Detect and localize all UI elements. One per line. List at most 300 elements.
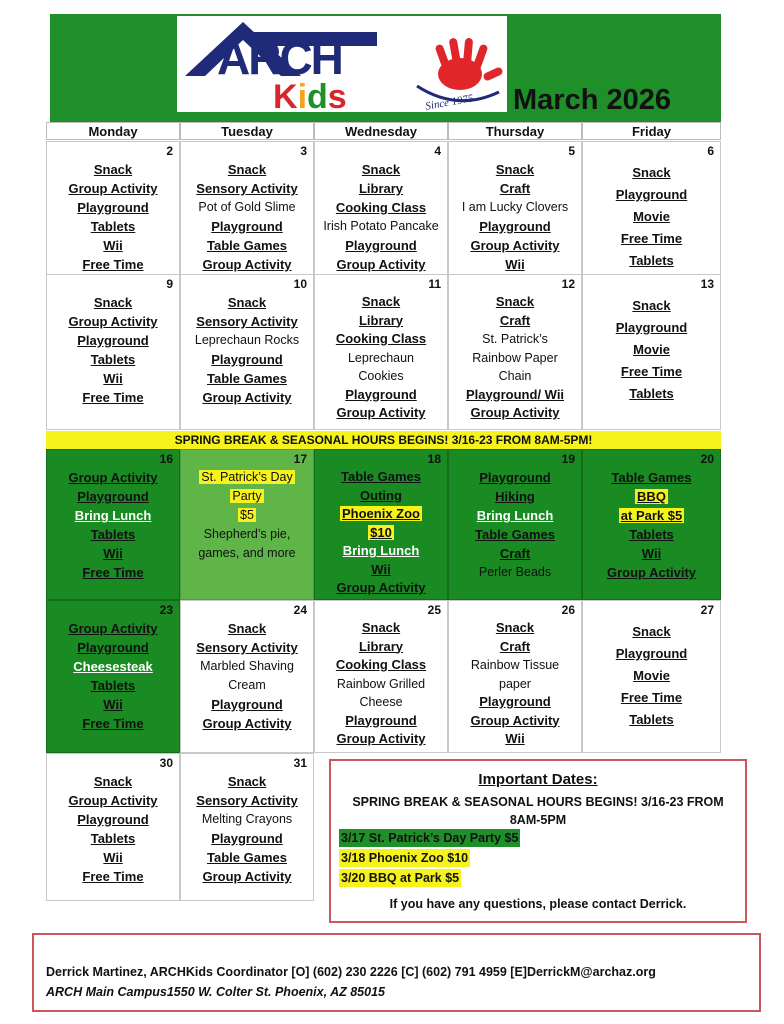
activity-list (315, 160, 447, 274)
day-number: 24 (293, 603, 307, 617)
activity-item: Group Activity (68, 621, 158, 636)
activity-row (343, 542, 420, 561)
activity-row (82, 867, 143, 886)
day-header-tuesday: Tuesday (180, 122, 314, 140)
activity-row (337, 675, 425, 694)
activity-row (336, 198, 426, 217)
activity-item: Free Time (620, 364, 683, 379)
activity-row (505, 730, 524, 749)
activity-row (68, 179, 157, 198)
activity-item: Table Games (207, 238, 287, 253)
activity-item: Table Games (341, 469, 421, 484)
day-number: 9 (166, 277, 173, 291)
activity-row (362, 293, 400, 312)
activity-row (91, 829, 136, 848)
day-number: 25 (427, 603, 441, 617)
activity-row (340, 505, 422, 524)
activity-item: Playground (77, 489, 149, 504)
activity-item: Playground (211, 831, 283, 846)
activity-item: Rainbow Paper (472, 350, 558, 365)
activity-item: Craft (499, 181, 531, 196)
activity-item: Playground (615, 320, 688, 335)
activity-row (500, 638, 530, 657)
campus-address: ARCH Main Campus1550 W. Colter St. Phoenix, AZ 85015 (46, 985, 385, 999)
activity-row (359, 638, 403, 657)
activity-item: Outing (360, 487, 402, 503)
activity-item: Library (358, 638, 404, 654)
activity-item: Sensory Activity (196, 314, 298, 329)
activity-item: Tablets (90, 352, 136, 367)
activity-row (359, 693, 402, 712)
activity-list (449, 619, 581, 749)
activity-row (91, 350, 136, 369)
activity-item: Free Time (82, 390, 144, 405)
activity-row (470, 712, 559, 731)
day-cell (180, 449, 314, 600)
activity-item: Table Games (207, 371, 287, 386)
day-number: 23 (159, 603, 173, 617)
activity-row (323, 217, 438, 236)
activity-item: Wii (103, 850, 123, 865)
activity-item: Free Time (620, 690, 683, 705)
activity-row (371, 561, 390, 580)
activity-item: St. Patrick’s Day (201, 470, 293, 484)
month-title: March 2026 (513, 84, 671, 116)
activity-item: Leprechaun (347, 350, 415, 365)
activity-row (496, 619, 534, 638)
activity-row (336, 255, 425, 274)
activity-row (471, 656, 559, 675)
activity-row (359, 312, 403, 331)
activity-row (621, 687, 682, 709)
activity-row (495, 487, 535, 506)
activity-item: Tablets (90, 678, 136, 693)
activity-row (91, 676, 136, 695)
activity-row (82, 388, 143, 407)
day-cell (46, 753, 180, 901)
activity-row (341, 468, 421, 487)
activity-item: Melting Crayons (201, 812, 293, 826)
activity-item: Wii (371, 561, 391, 577)
activity-row (629, 709, 674, 731)
activity-row (199, 468, 294, 487)
arch-kids-logo (177, 16, 507, 112)
activity-list (583, 295, 720, 405)
activity-item: Snack (632, 298, 671, 313)
activity-row (621, 228, 682, 250)
activity-row (228, 619, 266, 638)
day-number: 19 (561, 452, 575, 466)
activity-row (228, 160, 266, 179)
activity-item: Snack (93, 162, 133, 177)
day-number: 30 (159, 756, 173, 770)
activity-list (449, 160, 581, 274)
activity-item: Craft (499, 312, 531, 328)
activity-item: Snack (227, 621, 267, 636)
activity-item: Pot of Gold Slime (198, 200, 296, 214)
activity-item: Tablets (90, 219, 136, 234)
activity-row (345, 712, 417, 731)
day-cell (448, 141, 582, 275)
important-dates-text: SPRING BREAK & SEASONAL HOURS BEGINS! 3/16-23 FROM 8AM-5PM (352, 795, 724, 827)
day-number: 26 (561, 603, 575, 617)
activity-row (91, 217, 136, 236)
activity-row (211, 217, 283, 236)
day-number: 31 (293, 756, 307, 770)
activity-row (616, 643, 688, 665)
activity-row (211, 350, 283, 369)
activity-item: Movie (633, 342, 670, 357)
activity-row (632, 621, 670, 643)
activity-row (207, 369, 287, 388)
activity-item: Snack (361, 162, 401, 177)
activity-list (181, 772, 313, 886)
day-number: 18 (427, 452, 441, 466)
day-cell (46, 449, 180, 600)
day-number: 10 (293, 277, 307, 291)
day-number: 17 (293, 452, 307, 466)
activity-item: Wii (505, 731, 525, 746)
activity-row (505, 255, 524, 274)
day-number: 13 (700, 277, 714, 291)
activity-item: Cream (228, 678, 266, 692)
activity-row (336, 730, 425, 749)
activity-item: Rainbow Grilled (336, 676, 426, 691)
activity-item: Cooking Class (335, 657, 427, 672)
day-cell (582, 141, 721, 275)
activity-item: Group Activity (68, 181, 158, 196)
activity-row (499, 675, 531, 694)
activity-row (94, 293, 132, 312)
activity-row (348, 349, 414, 368)
activity-item: Snack (361, 294, 401, 309)
activity-item: Irish Potato Pancake (323, 219, 439, 233)
activity-item: Movie (633, 209, 670, 224)
activity-item: Sensory Activity (196, 793, 298, 808)
day-number: 2 (166, 144, 173, 158)
day-cell (314, 600, 448, 753)
activity-row (198, 544, 295, 563)
activity-row (629, 383, 674, 405)
activity-row (632, 295, 670, 317)
activity-row (336, 404, 425, 423)
activity-item: Sensory Activity (196, 181, 298, 196)
activity-row (198, 198, 295, 217)
activity-row (358, 367, 403, 386)
activity-row (616, 317, 688, 339)
activity-row (77, 638, 149, 657)
activity-item: Playground (345, 238, 417, 253)
activity-item: Playground (615, 646, 688, 661)
activity-item: Cooking Class (335, 331, 427, 346)
activity-item: Tablets (629, 712, 674, 727)
activity-item: Free Time (620, 231, 683, 246)
day-cell (448, 449, 582, 600)
day-number: 27 (700, 603, 714, 617)
day-header-monday: Monday (46, 122, 180, 140)
activity-row (103, 695, 122, 714)
activity-row (82, 255, 143, 274)
activity-row (633, 339, 670, 361)
activity-row (196, 179, 297, 198)
activity-item: St. Patrick’s (482, 332, 548, 346)
logo-arch-text: ARCH (217, 32, 342, 84)
day-cell (582, 600, 721, 753)
day-cell (582, 274, 721, 430)
activity-item: games, and more (198, 546, 296, 560)
logo-graphic (177, 16, 507, 112)
activity-list (449, 468, 581, 582)
activity-item: Table Games (611, 470, 692, 485)
activity-row (202, 388, 291, 407)
activity-list (181, 293, 313, 407)
activity-item: Snack (632, 165, 671, 180)
important-item-phoenix-zoo: 3/18 Phoenix Zoo $10 (341, 851, 469, 865)
day-cell (448, 274, 582, 430)
activity-row (629, 250, 674, 272)
activity-row (368, 524, 394, 543)
activity-item: Snack (495, 620, 535, 635)
day-number: 3 (300, 144, 307, 158)
activity-item: Group Activity (68, 314, 158, 329)
activity-item: Playground (345, 386, 417, 402)
activity-item: Hiking (495, 489, 535, 504)
activity-row (612, 468, 692, 487)
activity-row (345, 386, 417, 405)
activity-item: Group Activity (68, 470, 158, 485)
activity-item: $10 (370, 524, 392, 540)
activity-item: Tablets (90, 527, 136, 542)
activity-row (77, 810, 149, 829)
activity-item: Table Games (475, 527, 555, 542)
activity-item: Playground (479, 219, 551, 234)
logo-kids-text: Kids (273, 78, 347, 112)
activity-row (228, 772, 266, 791)
activity-row (238, 506, 256, 525)
day-cell (180, 600, 314, 753)
activity-row (635, 487, 668, 506)
activity-row (499, 367, 532, 386)
activity-row (211, 829, 283, 848)
activity-item: Playground (479, 470, 551, 485)
activity-item: Marbled Shaving (200, 659, 294, 673)
activity-list (315, 619, 447, 749)
activity-row (75, 506, 152, 525)
activity-item: Perler Beads (478, 565, 552, 579)
day-cell (46, 600, 180, 753)
activity-row (200, 657, 294, 676)
activity-item: Wii (103, 238, 123, 253)
day-number: 4 (434, 144, 441, 158)
activity-item: at Park $5 (620, 508, 683, 523)
activity-item: Snack (227, 295, 267, 310)
activity-item: Wii (505, 257, 525, 272)
activity-row (336, 330, 426, 349)
activity-row (230, 487, 263, 506)
activity-list (47, 160, 179, 274)
activity-row (496, 160, 534, 179)
activity-item: $5 (240, 508, 254, 522)
activity-item: Playground (77, 200, 149, 215)
day-cell (46, 141, 180, 275)
activity-row (91, 525, 136, 544)
activity-item: Bring Lunch (74, 508, 152, 523)
activity-list (315, 293, 447, 423)
important-item-bbq: 3/20 BBQ at Park $5 (341, 871, 460, 885)
activity-item: Leprechaun Rocks (194, 333, 300, 347)
activity-row (472, 349, 557, 368)
activity-row (359, 179, 403, 198)
contact-footer (32, 933, 761, 1012)
activity-item: Cheese (359, 695, 403, 709)
activity-row (103, 369, 122, 388)
day-cell (180, 753, 314, 901)
day-cell (448, 600, 582, 753)
activity-item: Wii (103, 697, 123, 712)
activity-item: Group Activity (202, 869, 292, 884)
activity-item: I am Lucky Clovers (461, 200, 569, 214)
activity-row (196, 791, 297, 810)
activity-item: Free Time (82, 565, 144, 580)
activity-row (207, 848, 287, 867)
activity-list (583, 468, 720, 582)
activity-item: Snack (632, 624, 671, 639)
activity-row (228, 676, 266, 695)
activity-item: Group Activity (336, 405, 426, 420)
activity-item: Tablets (90, 831, 136, 846)
activity-row (462, 198, 568, 217)
logo-since-text: Since 1975 (424, 92, 475, 112)
activity-row (211, 695, 283, 714)
day-number: 12 (561, 277, 575, 291)
activity-item: Wii (103, 546, 123, 561)
activity-list (449, 293, 581, 423)
activity-row (642, 544, 661, 563)
activity-row (633, 665, 670, 687)
activity-item: Tablets (629, 527, 674, 542)
important-item-st-patricks: 3/17 St. Patrick’s Day Party $5 (341, 831, 519, 845)
activity-item: Group Activity (336, 580, 426, 595)
activity-item: Sensory Activity (196, 640, 298, 655)
activity-item: paper (499, 676, 531, 691)
activity-row (500, 179, 530, 198)
activity-row (479, 468, 551, 487)
activity-item: Playground (211, 352, 283, 367)
activity-row (77, 487, 149, 506)
activity-list (47, 772, 179, 886)
activity-list (583, 621, 720, 731)
activity-row (479, 563, 551, 582)
activity-item: Craft (499, 638, 531, 654)
activity-list (47, 293, 179, 407)
activity-list (583, 162, 720, 272)
activity-item: Group Activity (606, 565, 697, 580)
activity-item: Free Time (82, 869, 144, 884)
day-number: 16 (159, 452, 173, 466)
activity-item: Bring Lunch (342, 543, 420, 558)
activity-item: Tablets (629, 253, 674, 268)
activity-row (68, 468, 157, 487)
activity-item: Playground (211, 219, 283, 234)
activity-item: Group Activity (336, 257, 426, 272)
activity-item: Playground (77, 333, 149, 348)
activity-row (103, 848, 122, 867)
activity-row (470, 404, 559, 423)
day-cell (314, 449, 448, 600)
activity-row (77, 331, 149, 350)
activity-row (632, 162, 670, 184)
activity-row (619, 506, 684, 525)
activity-row (68, 791, 157, 810)
important-dates-box (329, 759, 747, 923)
activity-row (202, 714, 291, 733)
activity-item: Playground (77, 640, 149, 655)
day-cell (180, 274, 314, 430)
activity-item: Snack (93, 774, 133, 789)
day-header-wednesday: Wednesday (314, 122, 448, 140)
activity-row (482, 330, 548, 349)
activity-row (607, 563, 696, 582)
day-cell (314, 274, 448, 430)
day-cell (582, 449, 721, 600)
activity-row (336, 579, 425, 598)
activity-row (479, 217, 551, 236)
activity-item: Rainbow Tissue (470, 658, 560, 672)
activity-row (500, 544, 530, 563)
activity-row (82, 563, 143, 582)
activity-row (94, 772, 132, 791)
activity-item: Tablets (629, 386, 674, 401)
activity-row (500, 312, 530, 331)
activity-list (315, 468, 447, 598)
activity-row (475, 525, 555, 544)
activity-list (181, 468, 313, 563)
activity-item: Library (358, 312, 404, 328)
activity-item: Group Activity (336, 731, 426, 746)
day-cell (46, 274, 180, 430)
activity-item: Bring Lunch (476, 508, 554, 523)
activity-item: Wii (641, 546, 662, 561)
activity-row (204, 525, 291, 544)
activity-item: Playground/ Wii (465, 386, 565, 402)
day-number: 20 (700, 452, 714, 466)
activity-item: Chain (498, 369, 532, 383)
activity-row (73, 657, 153, 676)
important-dates-title: Important Dates: (478, 771, 598, 788)
activity-item: Shepherd’s pie, (203, 527, 291, 541)
activity-row (362, 619, 400, 638)
activity-item: Group Activity (470, 405, 560, 420)
activity-row (68, 312, 157, 331)
activity-row (621, 361, 682, 383)
activity-item: Snack (495, 294, 535, 309)
activity-item: Playground (615, 187, 688, 202)
activity-row (196, 312, 297, 331)
day-number: 11 (428, 277, 441, 291)
activity-row (336, 656, 426, 675)
activity-row (633, 206, 670, 228)
activity-item: Library (358, 181, 404, 196)
activity-item: Phoenix Zoo (342, 506, 420, 521)
activity-row (195, 331, 299, 350)
activity-item: Group Activity (202, 390, 292, 405)
activity-item: Movie (633, 668, 670, 683)
activity-item: Free Time (82, 257, 144, 272)
activity-item: Table Games (207, 850, 287, 865)
activity-item: Party (232, 489, 262, 503)
activity-list (47, 619, 179, 733)
activity-row (228, 293, 266, 312)
